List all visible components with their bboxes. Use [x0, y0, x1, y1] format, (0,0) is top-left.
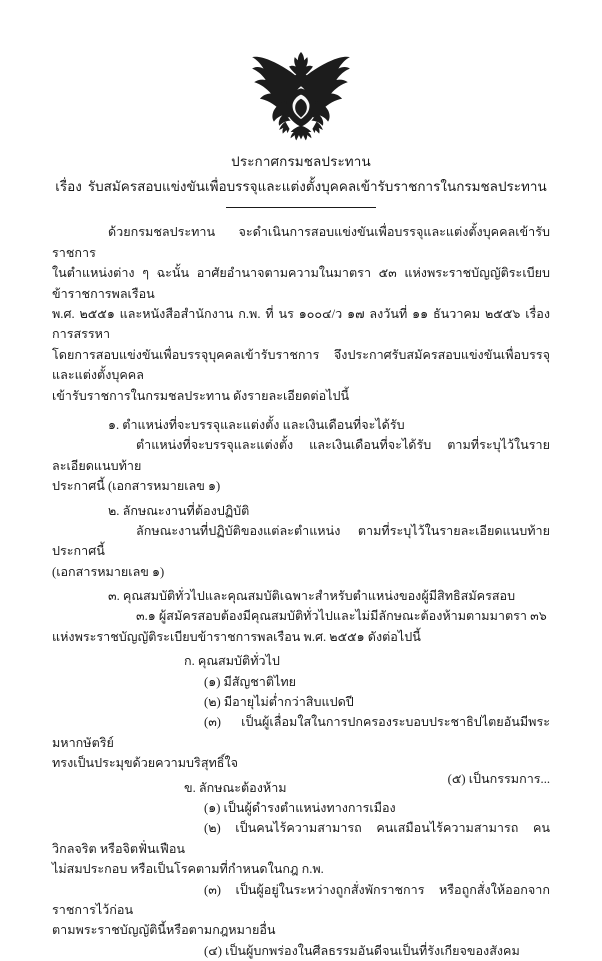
prohibition-item-3: (๓) เป็นผู้อยู่ในระหว่างถูกสั่งพักราชการ หรือถูกสั่งให้ออกจากราชการไว้ก่อน [52, 882, 550, 917]
heading-divider [226, 207, 376, 209]
subject-label: เรื่อง [55, 178, 82, 194]
qualification-item-3-continuation: ทรงเป็นประมุขด้วยความบริสุทธิ์ใจ [52, 756, 239, 771]
section-3-1-line-2: แห่งพระราชบัญญัติระเบียบข้าราชการพลเรือน พ.ศ. ๒๕๕๑ ดังต่อไปนี้ [52, 629, 421, 644]
preamble-line-4: โดยการสอบแข่งขันเพื่อบรรจุบุคคลเข้ารับราชการ จึงประกาศรับสมัครสอบแข่งขันเพื่อบรรจุและแต่งตั้งบุคคล [52, 347, 550, 383]
section-2-body-line-2: (เอกสารหมายเลข ๑) [52, 564, 165, 579]
qualification-item-2: (๒) มีอายุไม่ต่ำกว่าสิบแปดปี [204, 695, 354, 710]
prohibition-item-2-continuation: ไม่สมประกอบ หรือเป็นโรคตามที่กำหนดในกฎ ก.พ. [52, 862, 324, 877]
preamble-line-3: พ.ศ. ๒๕๕๑ และหนังสือสำนักงาน ก.พ. ที่ นร ๑๐๐๔/ว ๑๗ ลงวันที่ ๑๑ ธันวาคม ๒๕๕๖ เรื่อง การสรรหา [52, 307, 550, 342]
page-continuation-note: (๕) เป็นกรรมการ... [447, 771, 550, 786]
qualification-group-heading: ก. คุณสมบัติทั่วไป [184, 654, 280, 669]
document-subject-line [0, 177, 602, 198]
preamble-line-5: เข้ารับราชการในกรมชลประทาน ดังรายละเอียดต่อไปนี้ [52, 388, 350, 403]
qualification-item-1: (๑) มีสัญชาติไทย [204, 674, 297, 689]
section-2-heading: ๒. ลักษณะงานที่ต้องปฏิบัติ [108, 503, 250, 518]
qualification-item-3: (๓) เป็นผู้เลื่อมใสในการปกครองระบอบประชาธิปไตยอันมีพระมหากษัตริย์ [52, 715, 550, 750]
prohibition-group-heading: ข. ลักษณะต้องห้าม [184, 780, 287, 795]
document-heading [0, 152, 602, 198]
section-1-heading: ๑. ตำแหน่งที่จะบรรจุและแต่งตั้ง และเงินเดือนที่จะได้รับ [108, 417, 405, 432]
prohibition-item-4: (๔) เป็นผู้บกพร่องในศีลธรรมอันดีจนเป็นที่รังเกียจของสังคม [204, 943, 520, 958]
prohibition-item-3-continuation: ตามพระราชบัญญัตินี้หรือตามกฎหมายอื่น [52, 923, 276, 938]
section-1-body-line-2: ประกาศนี้ (เอกสารหมายเลข ๑) [52, 479, 221, 494]
preamble-line-1: ด้วยกรมชลประทาน จะดำเนินการสอบแข่งขันเพื่อบรรจุและแต่งตั้งบุคคลเข้ารับราชการ [52, 225, 550, 260]
emblem-container [0, 0, 602, 142]
heading-divider-container [0, 207, 602, 209]
page-title: ประกาศกรมชลประทาน [231, 154, 371, 169]
section-3-1-line-1: ๓.๑ ผู้สมัครสอบต้องมีคุณสมบัติทั่วไปและไม่มีลักษณะต้องห้ามตามมาตรา ๓๖ [136, 609, 547, 624]
section-2-body-line-1: ลักษณะงานที่ปฏิบัติของแต่ละตำแหน่ง ตามที่ระบุไว้ในรายละเอียดแนบท้ายประกาศนี้ [52, 523, 550, 559]
prohibition-item-1: (๑) เป็นผู้ดำรงตำแหน่งทางการเมือง [204, 800, 396, 815]
prohibition-item-2: (๒) เป็นคนไร้ความสามารถ คนเสมือนไร้ความสามารถ คนวิกลจริต หรือจิตฟั่นเฟือน [52, 821, 550, 856]
section-1-body-line-1: ตำแหน่งที่จะบรรจุและแต่งตั้ง และเงินเดือนที่จะได้รับ ตามที่ระบุไว้ในรายละเอียดแนบท้าย [52, 438, 550, 473]
garuda-emblem [249, 42, 353, 142]
preamble-line-2: ในตำแหน่งต่าง ๆ ฉะนั้น อาศัยอำนาจตามความในมาตรา ๕๓ แห่งพระราชบัญญัติระเบียบข้าราชการพลเรือน [52, 266, 550, 301]
document-body [0, 222, 602, 961]
subject-text: รับสมัครสอบแข่งขันเพื่อบรรจุและแต่งตั้งบุคคลเข้ารับราชการในกรมชลประทาน [87, 178, 547, 194]
section-3-heading: ๓. คุณสมบัติทั่วไปและคุณสมบัติเฉพาะสำหรับตำแหน่งของผู้มีสิทธิสมัครสอบ [108, 589, 516, 604]
